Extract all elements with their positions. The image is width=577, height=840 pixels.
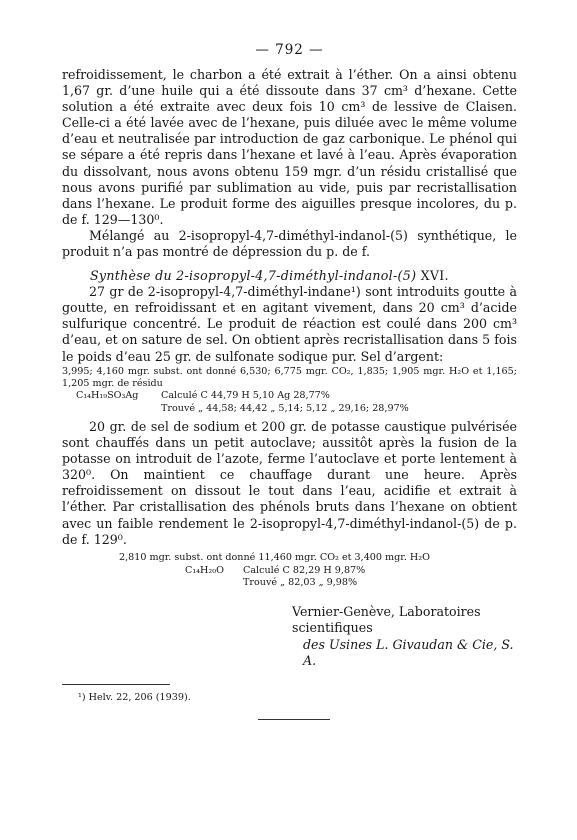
paragraph-mixed-melting-point: Mélangé au 2-isopropyl-4,7-diméthyl-indanol-(5) synthétique, le produit n’a pas montré de dépression du p. de f. [62,227,517,260]
analysis-measurement: 3,995; 4,160 mgr. subst. ont donné 6,530; 6,775 mgr. CO₂, 1,835; 1,905 mgr. H₂O et 1,165; 1,205 mgr. de résidu [62,365,517,389]
analysis-calculated: Calculé C 44,79 H 5,10 Ag 28,77% [161,390,330,402]
analysis-formula: C₁₄H₁₉SO₃Ag [76,390,139,402]
page-number: — 792 — [255,42,324,58]
analysis-formula-2: C₁₄H₂₀O [185,564,224,576]
paragraph-alkali-fusion: 20 gr. de sel de sodium et 200 gr. de potasse caustique pulvérisée sont chauffés dans un petit autoclave; aussitôt après la fusion de la potasse on introduit de l’azote, ferme l’autoclave et porte lentement à 320⁰. On maintient ce chauffage durant une heure. Après refroidissement on dissout le tout dans l’eau, acidifie et extrait à l’éther. Par cristallisation des phénols bruts dans l’hexane on obtient avec un faible rendement le 2-isopropyl-4,7-diméthyl-indanol-(5) de p. de f. 129⁰. [62,419,517,547]
end-rule [258,719,330,720]
signature-line-1: Vernier-Genève, Laboratoires scientifiques [292,604,481,636]
analysis-measurement-2: 2,810 mgr. subst. ont donné 11,460 mgr. CO₂ et 3,400 mgr. H₂O [119,551,430,563]
paragraph-extraction: refroidissement, le charbon a été extrait à l’éther. On a ainsi obtenu 1,67 gr. d’une huile qui a été dissoute dans 37 cm³ d’hexane. Cette solution a été extraite avec deux fois 10 cm³ de lessive de Claisen. Celle-ci a été lavée avec de l’hexane, puis diluée avec le même volume d’eau et neutralisée par introduction de gaz carbonique. Le phénol qui se sépare a été repris dans l’hexane et lavé à l’eau. Après évaporation du dissolvant, nous avons obtenu 159 mgr. d’un résidu cristallisé que nous avons purifié par sublimation au vide, puis par recristallisation dans l’hexane. Le produit forme des aiguilles presque incolores, du p. de f. 129—130⁰. [62,67,517,227]
analysis-found-row [62,403,517,416]
signature-block [62,604,517,669]
analysis-block-indanol [62,552,517,590]
section-title [62,268,517,284]
document-page [62,42,517,704]
analysis-found-2: Trouvé „ 82,03 „ 9,98% [243,577,358,589]
section-title-text: Synthèse du 2-isopropyl-4,7-diméthyl-indanol-(5) [90,268,417,284]
signature-line-2: des Usines L. Givaudan & Cie, S. A. [303,636,514,668]
paragraph-sulfonation: 27 gr de 2-isopropyl-4,7-diméthyl-indane¹) sont introduits goutte à goutte, en refroidissant et en agitant vivement, dans 20 cm³ d’acide sulfurique concentré. Le produit de réaction est coulé dans 200 cm³ d’eau, et on sature de sel. On obtient après recristallisation dans 5 fois le poids d’eau 25 gr. de sulfonate sodique pur. Sel d’argent: [62,284,517,364]
analysis-found: Trouvé „ 44,58; 44,42 „ 5,14; 5,12 „ 29,16; 28,97% [161,403,409,415]
analysis-calc-row [62,390,517,403]
section-number: XVI. [420,268,449,284]
analysis-calculated-2: Calculé C 82,29 H 9,87% [243,564,366,576]
footnote: ¹) Helv. 22, 206 (1939). [78,691,191,703]
analysis-calc-row-2 [62,565,517,578]
footnote-divider [62,684,170,685]
analysis-block-silver-salt [62,366,517,416]
analysis-found-row-2 [62,577,517,590]
